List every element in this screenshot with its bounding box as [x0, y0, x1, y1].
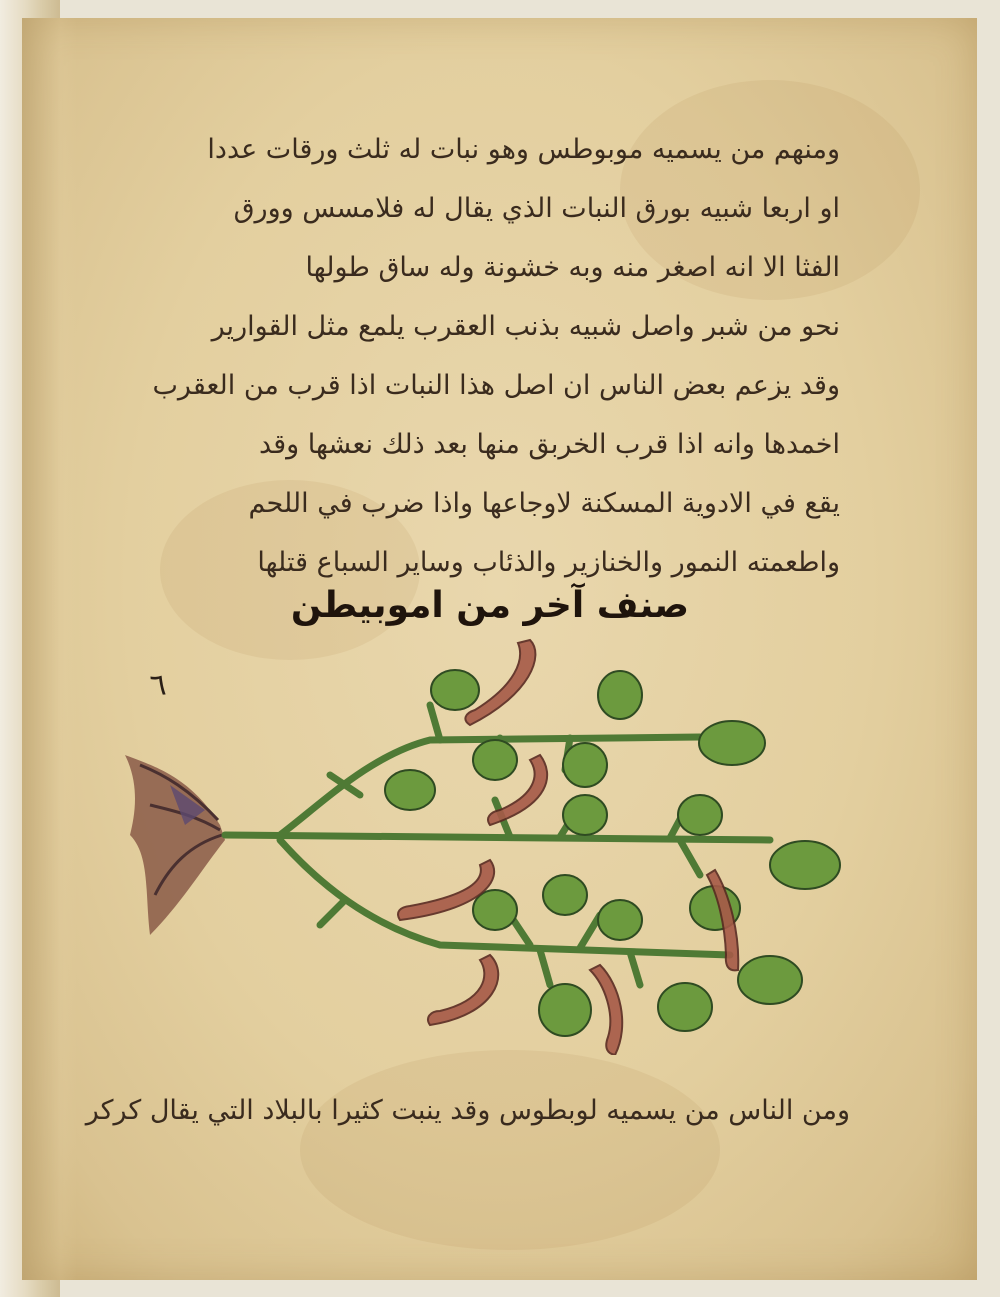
- page-gutter-shadow: [22, 18, 77, 1280]
- plant-illustration: [110, 625, 850, 1055]
- text-line-5: وقد يزعم بعض الناس ان اصل هذا النبات اذا قرب من العقرب: [152, 370, 840, 401]
- water-stain: [300, 1050, 720, 1250]
- text-line-7: يقع في الادوية المسكنة لاوجاعها واذا ضرب في اللحم: [248, 488, 840, 519]
- text-line-8: واطعمته النمور والخنازير والذئاب وساير السباع قتلها: [257, 547, 840, 578]
- root-tuft: [125, 755, 225, 935]
- folio-number: ٦: [148, 667, 168, 704]
- text-line-3: الفثا الا انه اصغر منه وبه خشونة وله ساق طولها: [305, 252, 840, 283]
- section-heading: صنف آخر من اموبيطن: [290, 585, 690, 626]
- text-line-1: ومنهم من يسميه موبوطس وهو نبات له ثلث ورقات عددا: [207, 134, 840, 165]
- main-text-block: [140, 120, 840, 592]
- text-line-4: نحو من شبر واصل شبيه بذنب العقرب يلمع مثل القوارير: [211, 311, 840, 342]
- text-line-2: او اربعا شبيه بورق النبات الذي يقال له فلامسس وورق: [233, 193, 840, 224]
- bottom-text-line: ومن الناس من يسميه لوبطوس وقد ينبت كثيرا بالبلاد التي يقال كركر: [85, 1095, 850, 1126]
- text-line-6: اخمدها وانه اذا قرب الخربق منها بعد ذلك نعشها وقد: [259, 429, 840, 460]
